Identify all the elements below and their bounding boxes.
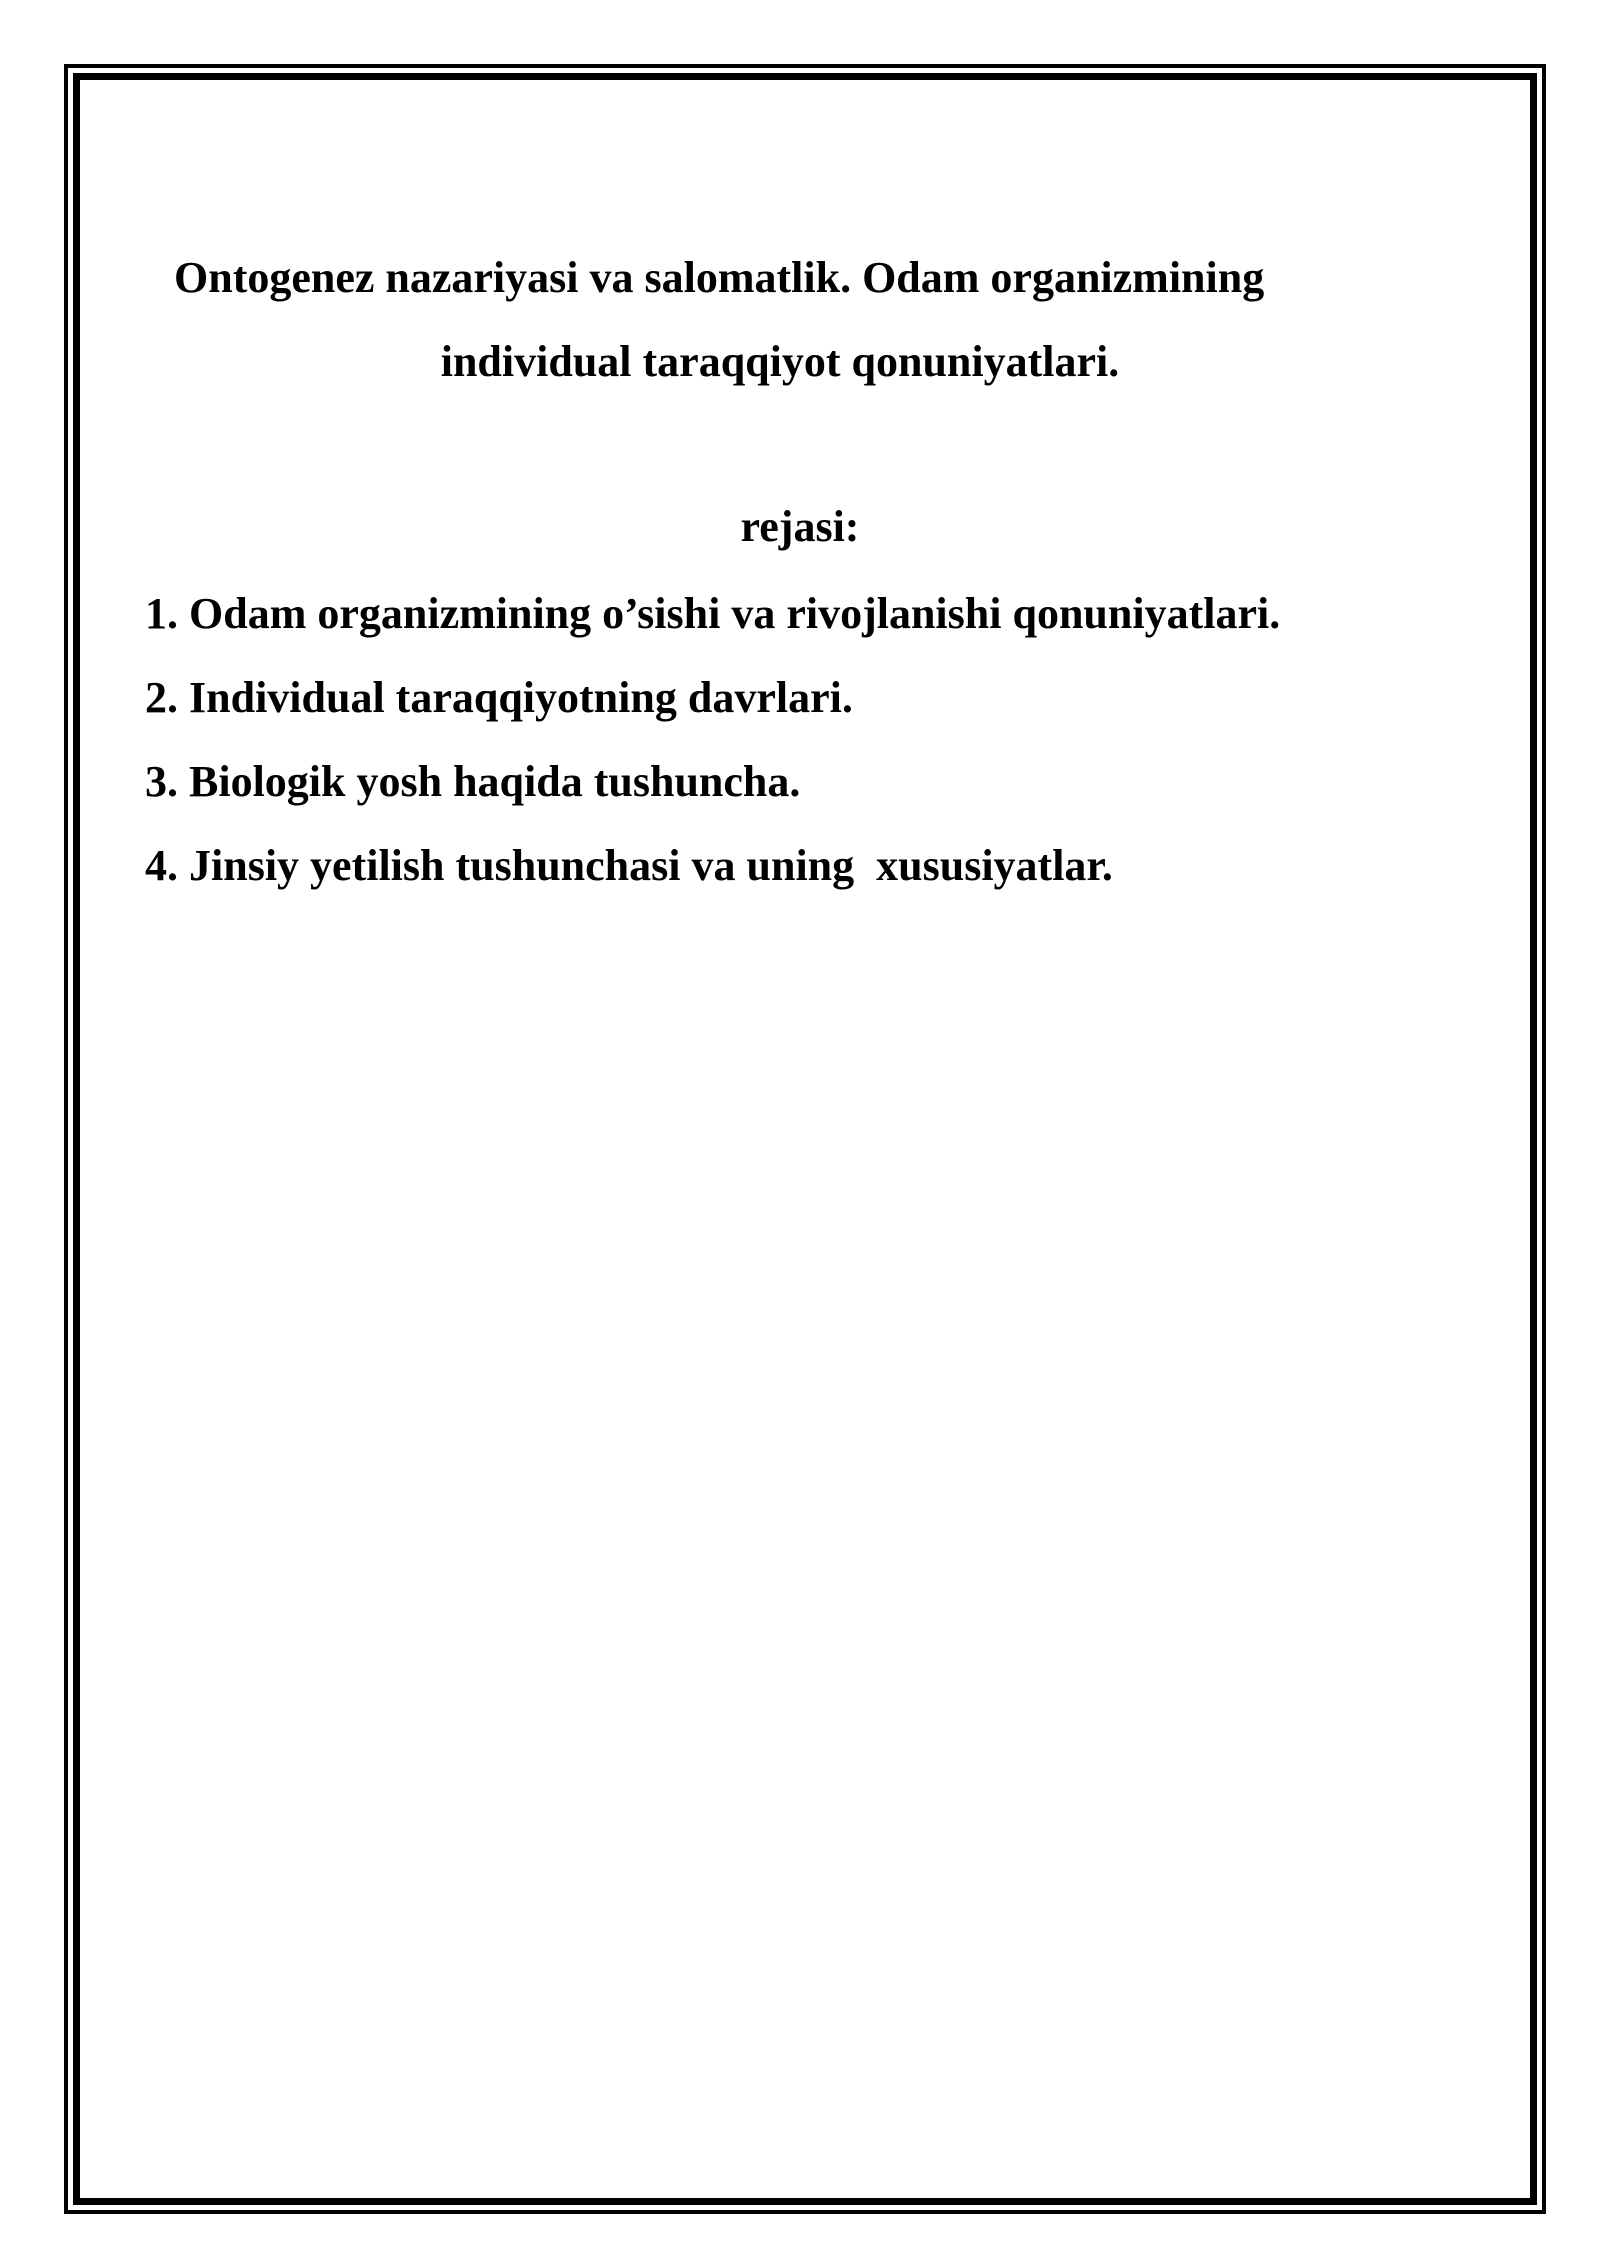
plan-heading: rejasi: xyxy=(740,502,860,551)
plan-item-4: 4. Jinsiy yetilish tushunchasi va uning xususiyatlar. xyxy=(145,841,1113,890)
plan-item-1: 1. Odam organizmining o’sishi va rivojlanishi qonuniyatlari. xyxy=(145,589,1281,638)
document-title xyxy=(120,236,1440,404)
plan-list xyxy=(145,572,1525,908)
plan-item-3: 3. Biologik yosh haqida tushuncha. xyxy=(145,757,801,806)
title-line-2: individual taraqqiyot qonuniyatlari. xyxy=(440,337,1120,386)
plan-item-2: 2. Individual taraqqiyotning davrlari. xyxy=(145,673,853,722)
title-line-1: Ontogenez nazariyasi va salomatlik. Odam organizmining xyxy=(174,253,1265,302)
